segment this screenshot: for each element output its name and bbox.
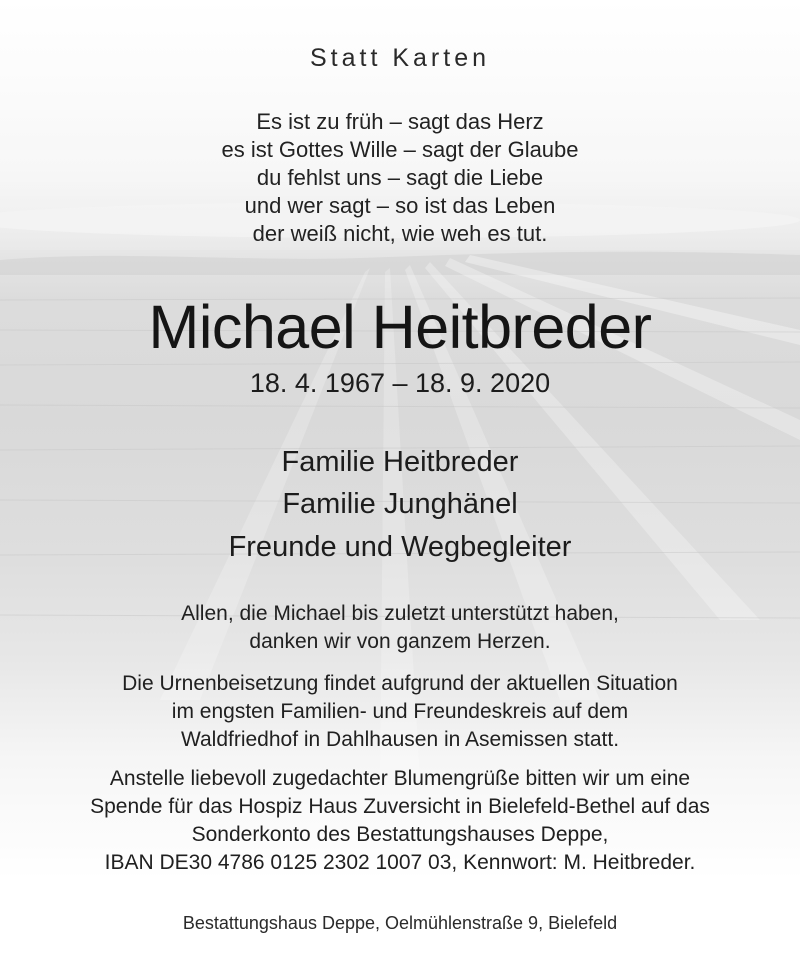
thanks-line: danken wir von ganzem Herzen. (249, 630, 551, 653)
heading: Statt Karten (309, 44, 491, 72)
family-line: Familie Heitbreder (281, 446, 519, 478)
burial-line: im engsten Familien- und Freundeskreis auf dem (171, 700, 629, 723)
thanks-line: Allen, die Michael bis zuletzt unterstützt haben, (181, 602, 619, 625)
poem-line: der weiß nicht, wie weh es tut. (252, 221, 548, 246)
poem-line: es ist Gottes Wille – sagt der Glaube (221, 137, 579, 162)
burial-line: Die Urnenbeisetzung findet aufgrund der aktuellen Situation (122, 672, 678, 695)
life-dates: 18. 4. 1967 – 18. 9. 2020 (249, 368, 551, 398)
donation-line: Anstelle liebevoll zugedachter Blumengrüße bitten wir um eine (109, 767, 691, 790)
funeral-home-address: Bestattungshaus Deppe, Oelmühlenstraße 9, Bielefeld (182, 913, 618, 933)
donation-line: Spende für das Hospiz Haus Zuversicht in Bielefeld-Bethel auf das (90, 795, 710, 818)
family-line: Freunde und Wegbegleiter (228, 531, 572, 563)
deceased-name: Michael Heitbreder (148, 293, 652, 361)
donation-line: IBAN DE30 4786 0125 2302 1007 03, Kennwort: M. Heitbreder. (104, 851, 696, 874)
poem-line: und wer sagt – so ist das Leben (244, 193, 556, 218)
donation-line: Sonderkonto des Bestattungshauses Deppe, (191, 823, 609, 846)
poem-line: Es ist zu früh – sagt das Herz (256, 109, 544, 134)
family-line: Familie Junghänel (282, 488, 518, 520)
burial-line: Waldfriedhof in Dahlhausen in Asemissen statt. (180, 728, 620, 751)
poem-line: du fehlst uns – sagt die Liebe (256, 165, 544, 190)
